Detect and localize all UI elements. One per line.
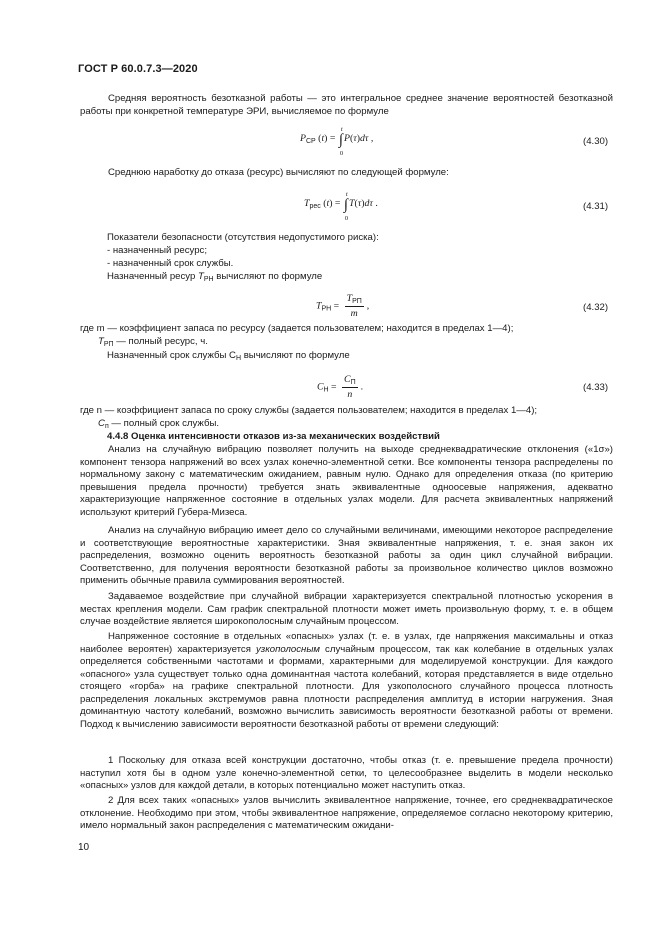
resource-intro-text: Назначенный ресур (107, 271, 198, 282)
formula-4-33: $C_Н$ = $\frac{C_П}{n}$ . (317, 374, 364, 400)
paragraph-4-emphasis: узкополосным (255, 643, 320, 655)
section-heading: 4.4.8 Оценка интенсивности отказов из-за механических воздействий (107, 431, 440, 442)
where-m: где m — коэффициент запаса по ресурсу (задается пользователем; находится в пределах 1—4); (80, 323, 514, 334)
paragraph-4-a: Напряженное состояние в отдельных «опасных» узлах (т. е. в узлах, где напряжения максимальны и отказ наиболее вероятен) характеризуется (80, 631, 613, 655)
formula-number-4-31: (4.31) (583, 201, 609, 212)
paragraph-3: Задаваемое воздействие при случайной вибрации характеризуется спектральной плотностью ускорения в местах крепления модели. Сам график спектральной плотности может иметь произвольную форму, т. е. в общем случае воздействие является широкополосным случайным процессом. (80, 591, 613, 627)
formula-number-4-30: (4.30) (583, 136, 609, 147)
service-intro-text: Назначенный срок службы С (107, 350, 236, 361)
service-intro: Назначенный срок службы $С_Н$ вычисляют по формуле (107, 350, 350, 362)
paragraph-1: Анализ на случайную вибрацию позволяет получить на выходе среднеквадратические отклонения («1σ») компонент тензора напряжений во всех узлах конечно-элементной сетки. Все компоненты тензора распределены по нормальному закону с математическим ожиданием, равным нулю. Однако для определения отказа (по критерию превышения предела прочности) требуется знать эквивалентные одноосевые напряжения, адекватно характеризующие напряженное состояние в отдельных узлах модели. Для расчета эквивалентных напряжений используют критерий Губера-Мизеса. (80, 444, 613, 518)
paragraph-5: 1 Поскольку для отказа всей конструкции достаточно, чтобы отказ (т. е. превышение предела прочности) наступил хотя бы в одном узле конечно-элементной сетки, то целесообразнее выделить в модели несколько «опасных» узлов для каждой детали, в которых потенциально может наступить отказ. (80, 755, 613, 791)
safety-title: Показатели безопасности (отсутствия недопустимого риска): (107, 232, 379, 243)
service-intro-tail: вычисляют по формуле (241, 350, 350, 361)
resource-intro-tail: вычисляют по формуле (213, 271, 323, 282)
safety-item-service-life: - назначенный срок службы. (107, 258, 234, 269)
where-cp-text: — полный срок службы. (108, 418, 220, 429)
paragraph-6: 2 Для всех таких «опасных» узлов вычислить эквивалентное напряжение, точнее, его среднеквадратическое отклонение. Необходимо при этом, чтобы эквивалентное напряжение, определяемое согласно некоторому критерию, имело нормальный закон распределения с математическим ожидани- (80, 795, 613, 831)
paragraph-4-b: случайным процессом, так как колебание в отдельных узлах определяется собственными частотами и формами, характерными для моделируемой конструкции. Для каждого «опасного» узла существует только одна доминантная частота колебаний, которая представляется в виде отдельно стоящего «горба» на графике спектральной плотности. Для узкополосного случайного процесса плотность распределения локальных экстремумов равна плотности распределения амплитуд в истории нагружения. Зная доминантную частоту колебаний, возможно вычислить зависимость вероятности безотказной работы от времени. Подход к вычислению зависимости вероятности безотказной работы от времени следующий: (80, 643, 613, 730)
formula-4-31: $T_{рес}$ (t) = ∫ t 0 T(τ)dτ . (304, 191, 378, 222)
where-cp: $C_п$ — полный срок службы. (98, 418, 220, 430)
document-code: ГОСТ Р 60.0.7.3—2020 (78, 63, 198, 75)
resource-intro: Назначенный ресур $T_{РН}$ вычисляют по формуле (107, 271, 323, 283)
formula-4-32: $T_{РН}$ = $\frac{T_{РП}}{m}$ , (316, 293, 370, 319)
formula-number-4-32: (4.32) (583, 302, 609, 313)
safety-item-resource: - назначенный ресурс; (107, 245, 208, 256)
paragraph-mean-time: Среднюю наработку до отказа (ресурс) вычисляют по следующей формуле: (108, 167, 449, 178)
where-n: где n — коэффициент запаса по сроку службы (задается пользователем; находится в пределах 1—4); (80, 405, 538, 416)
formula-number-4-33: (4.33) (583, 382, 609, 393)
page-number: 10 (78, 842, 90, 853)
where-tpp-text: — полный ресурс, ч. (113, 336, 208, 347)
paragraph-mean-probability: Средняя вероятность безотказной работы — это интегральное среднее значение вероятностей безотказной работы при конкретной температуре ЭРИ, вычисляемое по формуле (80, 93, 613, 117)
where-tpp: $T_{РП}$ — полный ресурс, ч. (98, 336, 208, 348)
paragraph-4 (80, 631, 613, 731)
formula-4-30: $P_{СР}$ (t) = ∫ t 0 P(τ)dτ , (300, 126, 374, 157)
paragraph-2: Анализ на случайную вибрацию имеет дело со случайными величинами, имеющими некоторое распределение и соответствующие вероятностные характеристики. Зная эквивалентные напряжения, т. е. зная закон их распределения, возможно оценить вероятность безотказной работы за один цикл случайной вибрации. Соответственно, для получения вероятности безотказной работы за произвольное количество циклов возможно применить обычные правила суммирования вероятностей. (80, 525, 613, 586)
